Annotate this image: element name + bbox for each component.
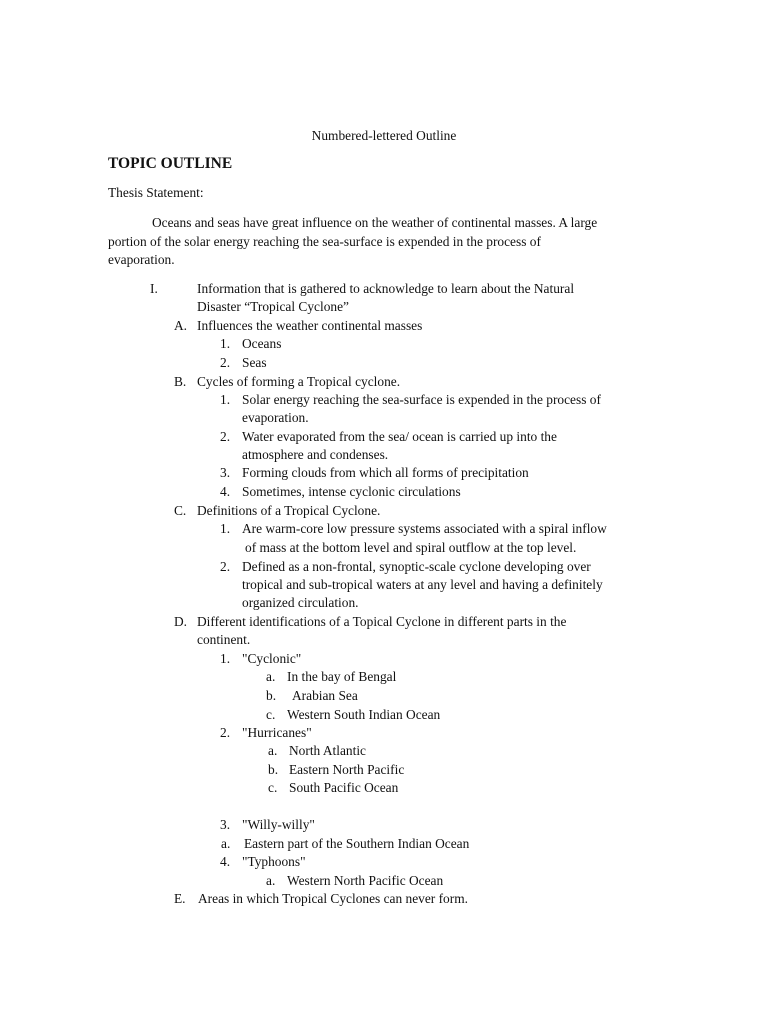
- outline-text: "Typhoons": [242, 854, 306, 869]
- outline-text: Oceans: [242, 336, 282, 351]
- outline-marker: 1.: [220, 521, 231, 536]
- outline-text: Western North Pacific Ocean: [287, 873, 444, 888]
- outline-text: Definitions of a Tropical Cyclone.: [197, 503, 381, 518]
- outline-text: Areas in which Tropical Cyclones can never form.: [198, 891, 468, 906]
- outline-marker: 1.: [220, 392, 231, 407]
- outline-text: Solar energy reaching the sea-surface is expended in the process of: [242, 392, 601, 407]
- outline-marker: a.: [266, 669, 276, 684]
- outline-text: continent.: [197, 632, 251, 647]
- outline-text: atmosphere and condenses.: [242, 447, 389, 462]
- outline-text: Cycles of forming a Tropical cyclone.: [197, 374, 401, 389]
- outline-text: Sometimes, intense cyclonic circulations: [242, 484, 461, 499]
- outline-marker: C.: [174, 503, 187, 518]
- outline-marker: 2.: [220, 355, 231, 370]
- outline-text: North Atlantic: [289, 743, 366, 758]
- outline-text: tropical and sub-tropical waters at any level and having a definitely: [242, 577, 603, 592]
- outline-text: Water evaporated from the sea/ ocean is carried up into the: [242, 429, 557, 444]
- thesis-line: evaporation.: [108, 252, 175, 267]
- outline-marker: A.: [174, 318, 188, 333]
- outline-marker: 1.: [220, 336, 231, 351]
- thesis-line: Oceans and seas have great influence on the weather of continental masses. A large: [152, 215, 598, 230]
- outline-text: Forming clouds from which all forms of precipitation: [242, 465, 529, 480]
- outline-text: Information that is gathered to acknowledge to learn about the Natural: [197, 281, 575, 296]
- outline-marker: D.: [174, 614, 188, 629]
- outline-text: Defined as a non-frontal, synoptic-scale cyclone developing over: [242, 559, 591, 574]
- outline-marker: a.: [266, 873, 276, 888]
- outline-marker: B.: [174, 374, 187, 389]
- outline-marker: 4.: [220, 854, 231, 869]
- outline-marker: 4.: [220, 484, 231, 499]
- outline-text: "Cyclonic": [242, 651, 302, 666]
- outline-marker: a.: [268, 743, 278, 758]
- outline-text: Arabian Sea: [292, 688, 358, 703]
- outline-marker: 3.: [220, 817, 231, 832]
- outline-text: Disaster “Tropical Cyclone”: [197, 299, 349, 314]
- outline-text: South Pacific Ocean: [289, 780, 399, 795]
- outline-marker: b.: [266, 688, 277, 703]
- thesis-label: Thesis Statement:: [108, 185, 204, 200]
- outline-marker: 3.: [220, 465, 231, 480]
- outline-marker: 2.: [220, 559, 231, 574]
- thesis-line: portion of the solar energy reaching the sea-surface is expended in the process of: [108, 234, 541, 249]
- outline-marker: c.: [266, 707, 276, 722]
- outline-text: Are warm-core low pressure systems associated with a spiral inflow: [242, 521, 607, 536]
- outline-marker: E.: [174, 891, 186, 906]
- outline-text: Eastern North Pacific: [289, 762, 405, 777]
- outline-marker: b.: [268, 762, 279, 777]
- outline-marker: I.: [150, 281, 158, 296]
- outline-text: In the bay of Bengal: [287, 669, 397, 684]
- outline-marker: c.: [268, 780, 278, 795]
- outline-marker: 2.: [220, 429, 231, 444]
- outline-text: Western South Indian Ocean: [287, 707, 441, 722]
- outline-text: Different identifications of a Topical Cyclone in different parts in the: [197, 614, 567, 629]
- outline-text: "Hurricanes": [242, 725, 312, 740]
- outline-text: Eastern part of the Southern Indian Ocean: [244, 836, 470, 851]
- outline-text: of mass at the bottom level and spiral outflow at the top level.: [245, 540, 577, 555]
- outline-marker: 2.: [220, 725, 231, 740]
- outline-text: organized circulation.: [242, 595, 359, 610]
- outline-text: Influences the weather continental masses: [197, 318, 423, 333]
- document-title: Numbered-lettered Outline: [311, 128, 457, 143]
- outline-text: evaporation.: [242, 410, 309, 425]
- section-heading: TOPIC OUTLINE: [108, 155, 233, 172]
- outline-marker: a.: [221, 836, 231, 851]
- outline-marker: 1.: [220, 651, 231, 666]
- outline-text: "Willy-willy": [242, 817, 315, 832]
- outline-text: Seas: [242, 355, 267, 370]
